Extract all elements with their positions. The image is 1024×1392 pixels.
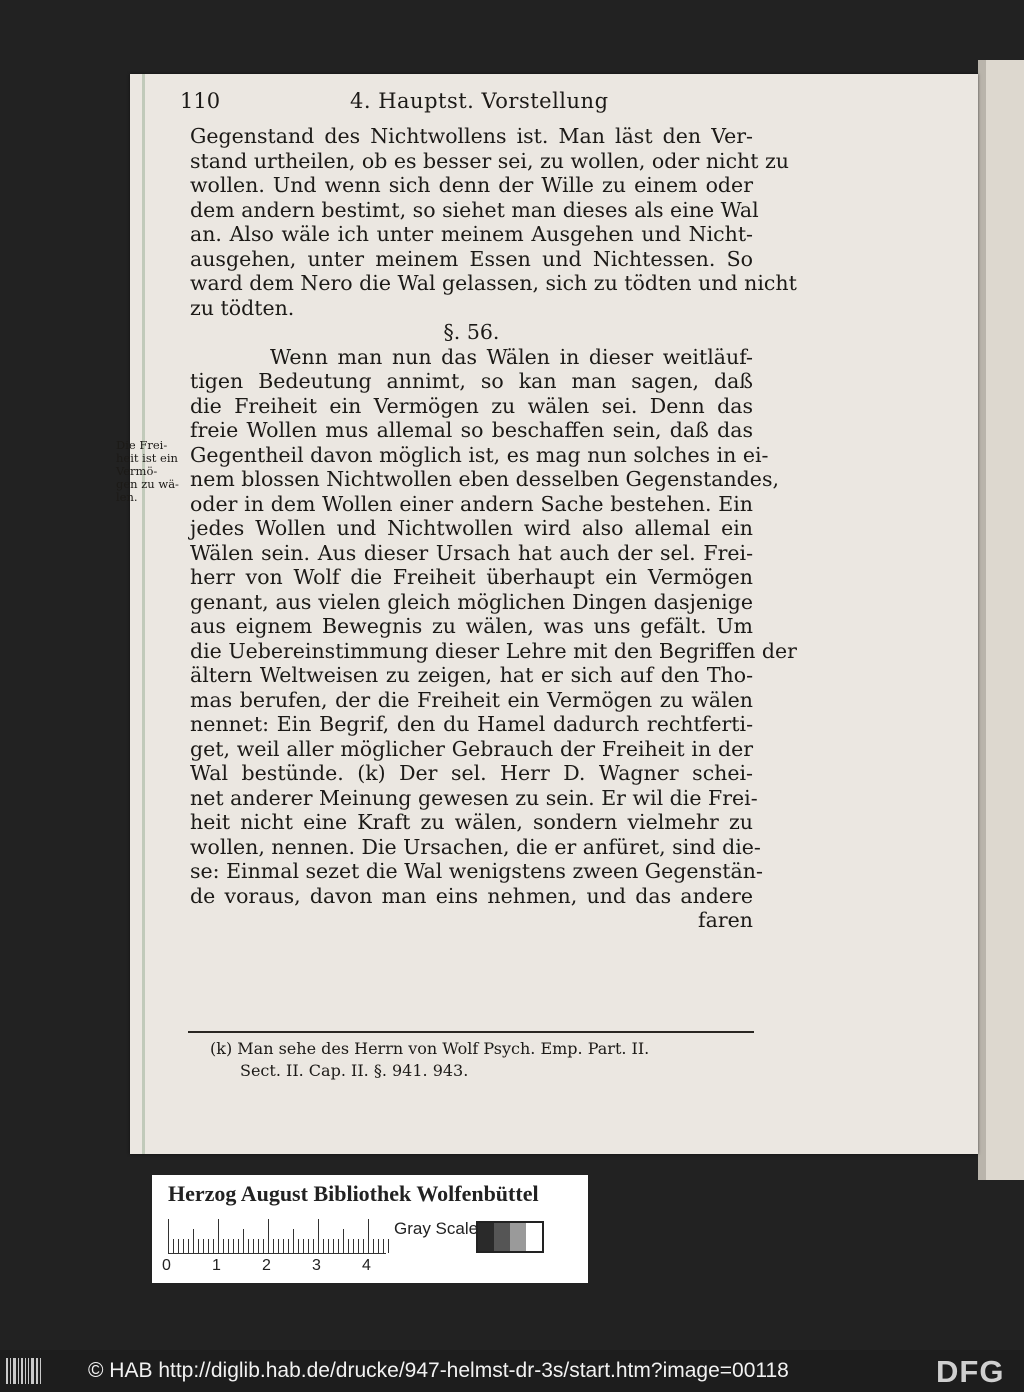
dfg-logo: DFG [936,1354,1005,1389]
grayscale-bar [476,1221,544,1253]
ruler-tick [233,1239,234,1253]
ruler-tick [258,1239,259,1253]
text-line: dem andern bestimt, so siehet man dieses als eine Wal [190,197,759,222]
ruler-tick [353,1239,354,1253]
text-line: de voraus, davon man eins nehmen, und das andere [190,883,753,908]
page-header [180,89,740,119]
ruler-tick [203,1239,204,1253]
margin-note-line: heit ist ein [116,451,178,465]
ruler-label: 1 [212,1257,221,1274]
ruler-tick [283,1239,284,1253]
ruler-tick [358,1239,359,1253]
ruler-tick [183,1239,184,1253]
ruler-tick [323,1239,324,1253]
text-line: nennet: Ein Begrif, den du Hamel dadurch rechtferti- [190,712,753,736]
text-line: Wälen sein. Aus dieser Ursach hat auch der sel. Frei- [190,540,753,565]
ruler-tick [243,1229,244,1253]
grayscale-swatch [526,1223,542,1251]
barcode-bar [28,1358,29,1384]
text-line: wollen. Und wenn sich denn der Wille zu einem oder [190,173,753,197]
footnote-rule [188,1031,754,1033]
library-color-card [152,1175,588,1283]
text-line: heit nicht eine Kraft zu wälen, sondern vielmehr zu [190,810,753,834]
ruler-labels [162,1257,402,1277]
ruler-tick [388,1239,389,1253]
ruler-tick [303,1239,304,1253]
running-head: 4. Hauptst. Vorstellung [350,89,609,113]
ruler-label: 2 [262,1257,271,1274]
text-line: ältern Weltweisen zu zeigen, hat er sich auf den Tho- [190,663,753,687]
text-line: jedes Wollen und Nichtwollen wird also allemal ein [190,516,753,540]
margin-note-line: gen zu wä- [116,477,179,491]
barcode-bar [10,1358,11,1384]
ruler-tick [373,1239,374,1253]
ruler-tick [333,1239,334,1253]
text-line: Wal bestünde. (k) Der sel. Herr D. Wagner schei- [190,761,753,785]
text-line: freie Wollen mus allemal so beschaffen sein, daß das [190,418,753,442]
scale-ruler [168,1219,386,1254]
text-line: Wenn man nun das Wälen in dieser weitläuf- [270,344,753,369]
ruler-tick [293,1229,294,1253]
ruler-label: 0 [162,1257,171,1274]
text-line: Gegentheil davon möglich ist, es mag nun solches in ei- [190,442,769,467]
text-line: Gegenstand des Nichtwollens ist. Man läst den Ver- [190,124,753,148]
body-text [190,124,797,933]
ruler-tick [198,1239,199,1253]
page-gutter-shadow [978,60,986,1180]
text-line: genant, aus vielen gleich möglichen Dingen dasjenige [190,589,753,614]
text-line: zu tödten. [190,295,295,320]
text-line: mas berufen, der die Freiheit ein Vermögen zu wälen [190,687,753,712]
margin-note [116,439,188,504]
text-line: tigen Bedeutung annimt, so kan man sagen, daß [190,369,753,393]
footnote [210,1038,758,1082]
ruler-tick [338,1239,339,1253]
ruler-tick [168,1219,169,1253]
text-line: die Uebereinstimmung dieser Lehre mit den Begriffen der [190,638,797,663]
ruler-tick [208,1239,209,1253]
page-number: 110 [180,89,221,113]
ruler-tick [278,1239,279,1253]
barcode-bar [36,1358,38,1384]
ruler-tick [318,1219,319,1253]
ruler-tick [298,1239,299,1253]
grayscale-swatch [494,1223,510,1251]
ruler-label: 4 [362,1257,371,1274]
ruler-label: 3 [312,1257,321,1274]
barcode-bar [13,1358,16,1384]
barcode-icon [6,1358,46,1384]
grayscale-swatch [510,1223,526,1251]
text-line: wollen, nennen. Die Ursachen, die er anfüret, sind die- [190,834,761,859]
catchword: faren [698,908,753,932]
ruler-tick [383,1239,384,1253]
footnote-line: Sect. II. Cap. II. §. 941. 943. [240,1061,469,1080]
ruler-tick [348,1239,349,1253]
ruler-tick [248,1239,249,1253]
text-line: aus eignem Bewegnis zu wälen, was uns gefält. Um [190,614,753,638]
library-name: Herzog August Bibliothek Wolfenbüttel [168,1181,539,1206]
ruler-tick [218,1219,219,1253]
viewer-footer [0,1350,1024,1392]
ruler-tick [288,1239,289,1253]
copyright-link[interactable]: © HAB http://diglib.hab.de/drucke/947-helmst-dr-3s/start.htm?image=00118 [88,1359,789,1382]
ruler-tick [343,1229,344,1253]
barcode-bar [18,1358,19,1384]
ruler-tick [188,1239,189,1253]
text-line: nem blossen Nichtwollen eben desselben Gegenstandes, [190,467,779,491]
barcode-bar [40,1358,41,1384]
ruler-tick [173,1239,174,1253]
grayscale-swatch [478,1223,494,1251]
ruler-tick [223,1239,224,1253]
ruler-tick [313,1239,314,1253]
ruler-tick [213,1239,214,1253]
ruler-tick [178,1239,179,1253]
ruler-tick [228,1239,229,1253]
ruler-tick [328,1239,329,1253]
text-line: stand urtheilen, ob es besser sei, zu wollen, oder nicht zu [190,148,790,173]
ruler-tick [268,1219,269,1253]
margin-note-line: len. [116,490,138,504]
page-edge-tint [142,74,145,1154]
section-mark: §. 56. [443,320,500,344]
margin-note-line: Vermö- [116,464,158,478]
ruler-tick [193,1229,194,1253]
ruler-tick [273,1239,274,1253]
ruler-tick [378,1239,379,1253]
ruler-tick [253,1239,254,1253]
text-line: an. Also wäle ich unter meinem Ausgehen und Nicht- [190,222,753,246]
text-line: herr von Wolf die Freiheit überhaupt ein Vermögen [190,565,753,589]
margin-note-line: Die Frei- [116,438,168,452]
barcode-bar [6,1358,8,1384]
text-line: ausgehen, unter meinem Essen und Nichtessen. So [190,246,753,271]
barcode-bar [21,1358,23,1384]
ruler-tick [238,1239,239,1253]
text-line: se: Einmal sezet die Wal wenigstens zween Gegenstän- [190,859,763,883]
barcode-bar [31,1358,34,1384]
ruler-tick [363,1239,364,1253]
ruler-tick [368,1219,369,1253]
text-line: ward dem Nero die Wal gelassen, sich zu tödten und nicht [190,271,797,295]
text-line: oder in dem Wollen einer andern Sache bestehen. Ein [190,491,753,516]
barcode-bar [25,1358,26,1384]
facing-page-edge [978,60,1024,1180]
grayscale-label: Gray Scale [394,1219,479,1238]
ruler-tick [308,1239,309,1253]
footnote-line: (k) Man sehe des Herrn von Wolf Psych. Emp. Part. II. [210,1039,650,1058]
text-line: net anderer Meinung gewesen zu sein. Er wil die Frei- [190,785,758,810]
ruler-tick [263,1239,264,1253]
text-line: die Freiheit ein Vermögen zu wälen sei. Denn das [190,393,753,418]
text-line: get, weil aller möglicher Gebrauch der Freiheit in der [190,736,753,761]
